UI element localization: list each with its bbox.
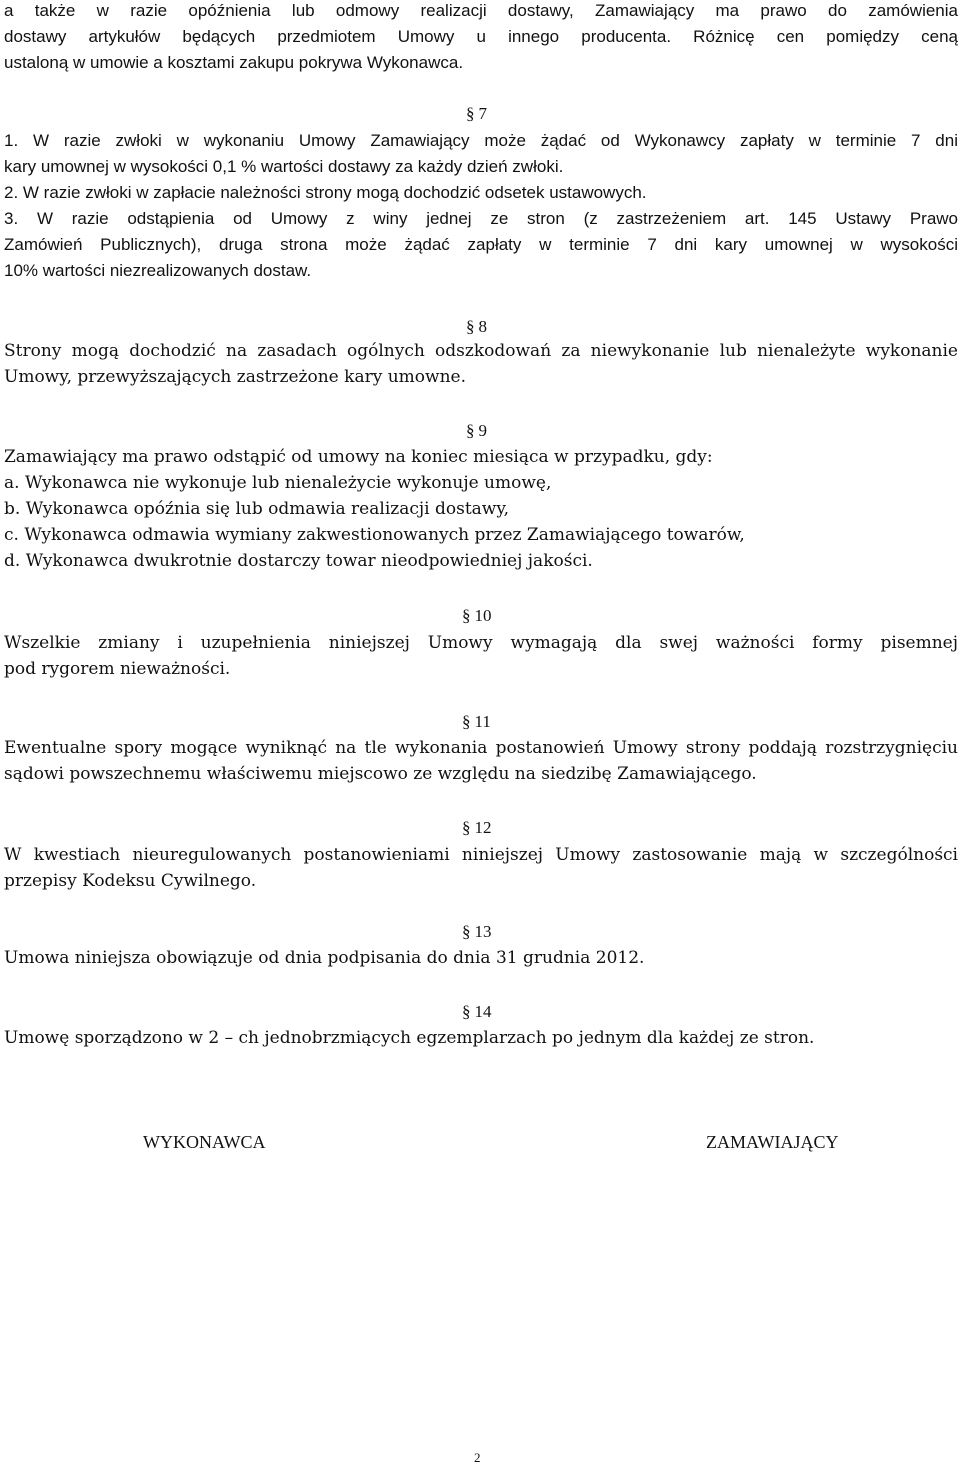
- text-line: Wszelkie zmiany i uzupełnienia niniejszej Umowy wymagają dla swej ważności formy pisemnej: [4, 633, 958, 653]
- section-7-item-2: [4, 180, 958, 206]
- text-line: Umowa niniejsza obowiązuje od dnia podpisania do dnia 31 grudnia 2012.: [4, 948, 645, 968]
- list-item: c. Wykonawca odmawia wymiany zakwestionowanych przez Zamawiającego towarów,: [4, 525, 745, 545]
- section-14-text: [4, 1025, 958, 1051]
- section-7-item-3: [4, 206, 958, 284]
- section-number: 7: [478, 104, 487, 123]
- signature-client: ZAMAWIAJĄCY: [706, 1132, 839, 1152]
- text-line: sądowi powszechnemu właściwemu miejscowo ze względu na siedzibę Zamawiającego.: [4, 764, 757, 784]
- section-symbol: §: [462, 818, 471, 837]
- item-line: Zamówień Publicznych), druga strona może żądać zapłaty w terminie 7 dni kary umownej w wysokości: [4, 235, 958, 254]
- intro-paragraph: [4, 0, 958, 76]
- text-line: pod rygorem nieważności.: [4, 659, 231, 679]
- text-line: Umowy, przewyższających zastrzeżone kary umowne.: [4, 367, 466, 387]
- section-symbol: §: [462, 922, 471, 941]
- section-symbol: §: [466, 317, 475, 336]
- section-symbol: §: [462, 1002, 471, 1021]
- text-line: W kwestiach nieuregulowanych postanowieniami niniejszej Umowy zastosowanie mają w szczególności: [4, 845, 958, 865]
- section-symbol: §: [462, 606, 471, 625]
- section-symbol: §: [466, 104, 475, 123]
- section-heading-11: [462, 711, 491, 733]
- section-11-text: [4, 735, 958, 787]
- section-heading-9: [466, 420, 487, 442]
- section-symbol: §: [466, 421, 475, 440]
- text-line: Umowę sporządzono w 2 – ch jednobrzmiących egzemplarzach po jednym dla każdej ze stron.: [4, 1028, 815, 1048]
- section-number: 14: [474, 1002, 492, 1021]
- text-line: Zamawiający ma prawo odstąpić od umowy na koniec miesiąca w przypadku, gdy:: [4, 447, 713, 467]
- section-12-text: [4, 842, 958, 894]
- intro-line: dostawy artykułów będących przedmiotem Umowy u innego producenta. Różnicę cen pomiędzy ceną: [4, 27, 958, 46]
- text-line: Ewentualne spory mogące wyniknąć na tle wykonania postanowień Umowy strony poddają rozstrzygnięciu: [4, 738, 958, 758]
- section-symbol: §: [462, 712, 471, 731]
- section-heading-7: [466, 103, 487, 125]
- intro-line: a także w razie opóźnienia lub odmowy realizacji dostawy, Zamawiający ma prawo do zamówienia: [4, 1, 958, 20]
- signature-contractor: WYKONAWCA: [143, 1132, 266, 1152]
- list-item: d. Wykonawca dwukrotnie dostarczy towar nieodpowiedniej jakości.: [4, 551, 593, 571]
- section-number: 10: [474, 606, 492, 625]
- section-heading-14: [462, 1001, 492, 1023]
- section-number: 9: [478, 421, 487, 440]
- intro-line: ustaloną w umowie a kosztami zakupu pokrywa Wykonawca.: [4, 53, 464, 72]
- section-number: 11: [474, 712, 491, 731]
- item-line: kary umownej w wysokości 0,1 % wartości dostawy za każdy dzień zwłoki.: [4, 157, 564, 176]
- section-number: 13: [474, 922, 492, 941]
- list-item: a. Wykonawca nie wykonuje lub nienależycie wykonuje umowę,: [4, 473, 552, 493]
- section-heading-13: [462, 921, 492, 943]
- text-line: Strony mogą dochodzić na zasadach ogólnych odszkodowań za niewykonanie lub nienależyte wykonanie: [4, 341, 958, 361]
- section-heading-10: [462, 605, 492, 627]
- item-line: 2. W razie zwłoki w zapłacie należności strony mogą dochodzić odsetek ustawowych.: [4, 183, 647, 202]
- item-line: 3. W razie odstąpienia od Umowy z winy jednej ze stron (z zastrzeżeniem art. 145 Ustawy Prawo: [4, 209, 958, 228]
- item-line: 1. W razie zwłoki w wykonaniu Umowy Zamawiający może żądać od Wykonawcy zapłaty w terminie 7 dni: [4, 131, 958, 150]
- section-9-text: [4, 444, 958, 574]
- page-number: 2: [474, 1450, 481, 1465]
- section-13-text: [4, 945, 958, 971]
- section-7-item-1: [4, 128, 958, 180]
- section-number: 12: [474, 818, 492, 837]
- section-heading-12: [462, 817, 492, 839]
- text-line: przepisy Kodeksu Cywilnego.: [4, 871, 257, 891]
- item-line: 10% wartości niezrealizowanych dostaw.: [4, 261, 312, 280]
- section-number: 8: [478, 317, 487, 336]
- section-8-text: [4, 338, 958, 390]
- list-item: b. Wykonawca opóźnia się lub odmawia realizacji dostawy,: [4, 499, 510, 519]
- section-10-text: [4, 630, 958, 682]
- section-heading-8: [466, 316, 487, 338]
